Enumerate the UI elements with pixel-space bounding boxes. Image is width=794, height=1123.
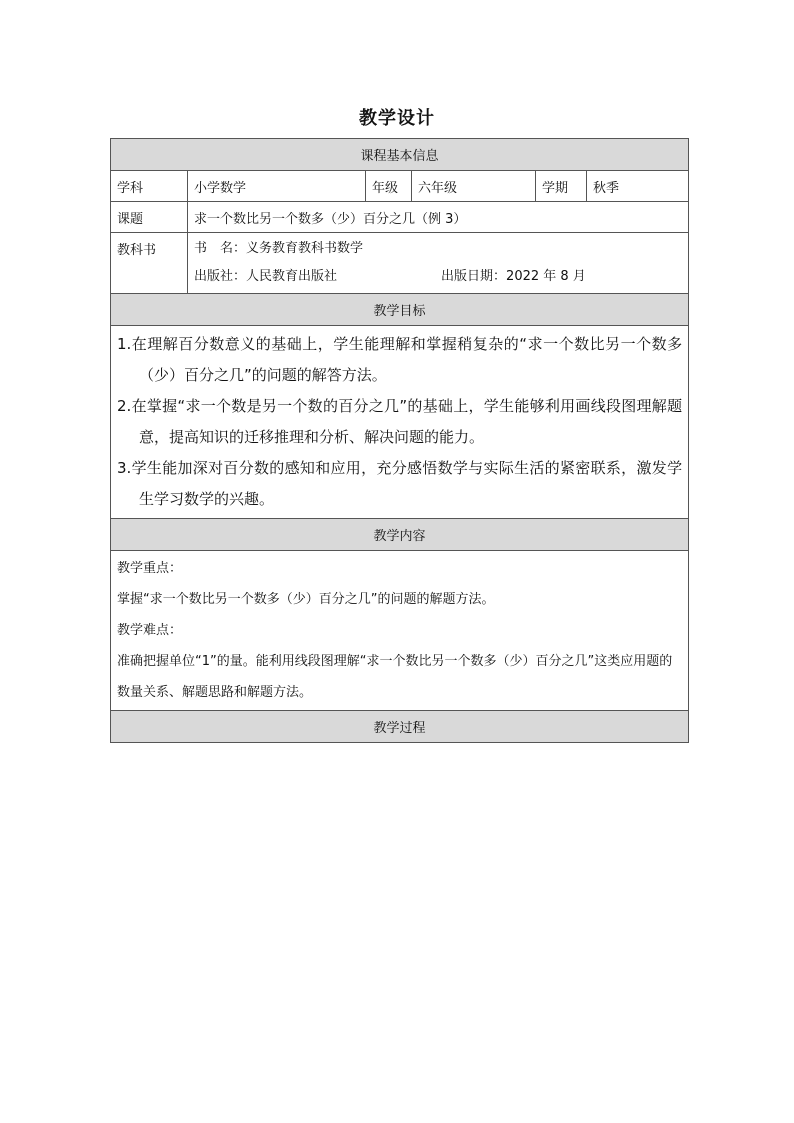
grade-value: 六年级	[412, 171, 536, 202]
section-title: 教学过程	[111, 711, 689, 743]
textbook-info	[188, 233, 689, 294]
publisher-label: 出版社：	[194, 269, 247, 284]
objective-item: 3.学生能加深对百分数的感知和应用，充分感悟数学与实际生活的紧密联系，激发学生学习数学的兴趣。	[117, 459, 683, 508]
section-title: 教学内容	[111, 519, 689, 551]
content-cell	[111, 551, 689, 711]
textbook-row	[111, 233, 689, 294]
grade-label: 年级	[366, 171, 412, 202]
objectives-cell	[111, 326, 689, 519]
book-name-label: 书 名：	[194, 241, 247, 256]
term-value: 秋季	[587, 171, 689, 202]
book-name-value: 义务教育教科书数学	[246, 241, 364, 256]
document-title: 教学设计	[359, 108, 435, 129]
section-title: 教学目标	[111, 294, 689, 326]
key-point-label: 教学重点：	[117, 561, 183, 576]
section-title: 课程基本信息	[111, 139, 689, 171]
subject-label: 学科	[111, 171, 188, 202]
difficulty-label: 教学难点：	[117, 623, 183, 638]
pub-date-label: 出版日期：	[441, 269, 507, 284]
book-name-line	[194, 235, 682, 263]
publisher-line	[194, 263, 682, 291]
section-header-basic-info	[111, 139, 689, 171]
pub-date-value: 2022 年 8 月	[506, 269, 586, 284]
section-header-objectives	[111, 294, 689, 326]
topic-row	[111, 202, 689, 233]
objectives-list	[117, 326, 682, 518]
objectives-row	[111, 326, 689, 519]
section-header-content	[111, 519, 689, 551]
topic-label: 课题	[111, 202, 188, 233]
key-point-text: 掌握“求一个数比另一个数多（少）百分之几”的问题的解题方法。	[117, 592, 495, 607]
objective-item: 2.在掌握“求一个数是另一个数的百分之几”的基础上，学生能够利用画线段图理解题意，提高知识的迁移推理和分析、解决问题的能力。	[117, 397, 683, 446]
subject-value: 小学数学	[188, 171, 366, 202]
difficulty-text: 准确把握单位“1”的量。能利用线段图理解“求一个数比另一个数多（少）百分之几”这类应用题的数量关系、解题思路和解题方法。	[117, 654, 673, 700]
objective-item: 1.在理解百分数意义的基础上，学生能理解和掌握稍复杂的“求一个数比另一个数多（少）百分之几”的问题的解答方法。	[117, 335, 683, 384]
textbook-label: 教科书	[111, 233, 188, 294]
content-row	[111, 551, 689, 711]
term-label: 学期	[536, 171, 587, 202]
topic-value: 求一个数比另一个数多（少）百分之几（例 3）	[188, 202, 689, 233]
info-row	[111, 171, 689, 202]
lesson-plan-table	[110, 138, 689, 743]
publisher-value: 人民教育出版社	[246, 269, 338, 284]
section-header-process	[111, 711, 689, 743]
